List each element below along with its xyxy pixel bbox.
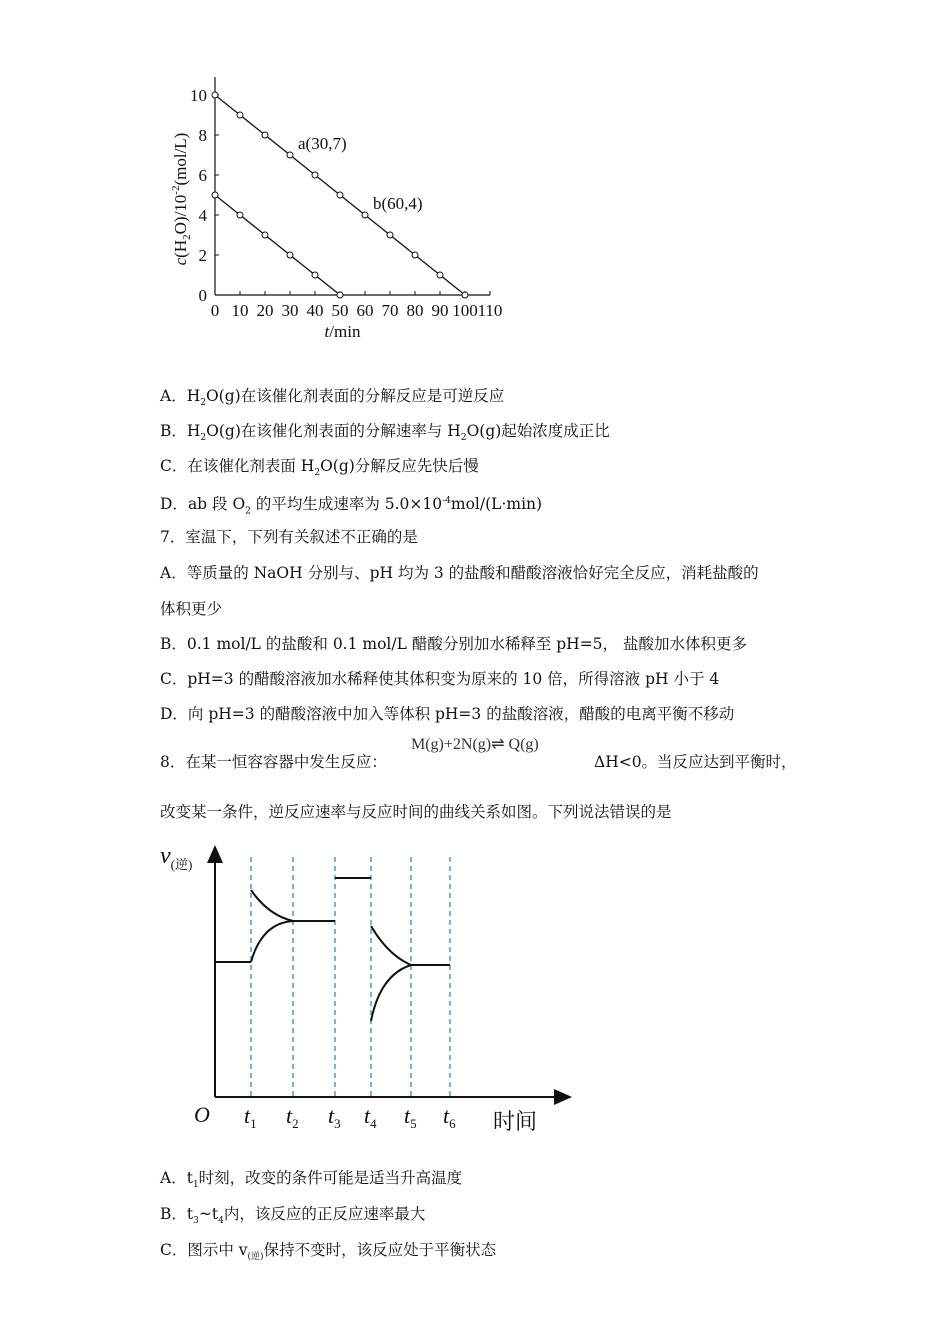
chart1-point: [362, 212, 368, 218]
chart1-point: [262, 132, 268, 138]
chart1-point: [312, 272, 318, 278]
chart1-x-tick-label: 80: [406, 301, 424, 320]
rate-chart-time-label: $t_6$: [443, 1103, 456, 1131]
chart1-y-tick-label: 6: [198, 166, 207, 185]
chart1-x-tick-label: 90: [431, 301, 449, 320]
chart1-y-tick-label: 2: [198, 246, 207, 265]
chart1-y-tick-label: 8: [198, 126, 207, 145]
q7-option-a: A．等质量的 NaOH 分别与、pH 均为 3 的盐酸和醋酸溶液恰好完全反应，消耗盐酸的: [160, 564, 759, 582]
chart1-x-tick-label: 30: [281, 301, 299, 320]
chart1-annotation: a(30,7): [298, 134, 347, 153]
rate-chart-y-label: $v_{(逆)}$: [160, 843, 193, 872]
chart1-point: [212, 92, 218, 98]
chart1-point: [287, 252, 293, 258]
q6-option-a: A．$H_2O(g)$在该催化剂表面的分解反应是可逆反应: [160, 387, 505, 409]
chart1-point: [237, 212, 243, 218]
rate-chart-time-label: $t_5$: [404, 1103, 417, 1131]
chart1-y-tick-label: 10: [190, 86, 207, 105]
rate-chart-curves: [215, 878, 450, 1021]
rate-chart-time-label: $t_3$: [328, 1103, 341, 1131]
q8-option-c: C．图示中 $v_{(逆)}$保持不变时，该反应处于平衡状态: [160, 1241, 497, 1263]
q6-option-c: C．在该催化剂表面 $H_2O(g)$分解反应先快后慢: [160, 457, 479, 479]
chart1-y-label: $c(H_2O)/10^{-2}(mol/L)$: [170, 132, 193, 266]
chart1-point: [462, 292, 468, 298]
q8-stem-2: 改变某一条件，逆反应速率与反应时间的曲线关系如图。下列说法错误的是: [160, 803, 672, 821]
q7-stem: 7．室温下，下列有关叙述不正确的是: [160, 528, 418, 546]
rate-chart-time-labels: [244, 1103, 456, 1131]
rate-curve-fall: [251, 890, 293, 921]
chart1-point: [312, 172, 318, 178]
chart1-point: [212, 192, 218, 198]
q7-option-a-cont: 体积更少: [160, 600, 223, 618]
chart1-y-tick-label: 0: [198, 286, 207, 305]
chart1-x-tick-label: 50: [331, 301, 349, 320]
q6-option-d: D．ab 段 $O_2$ 的平均生成速率为 $5.0\times 10^{-4}mol/(L\cdot\min)$: [160, 495, 543, 517]
chart1-series-line-lower: [215, 195, 340, 295]
rate-chart-time-label: $t_4$: [364, 1103, 377, 1131]
chart1-point: [412, 252, 418, 258]
chart1-x-tick-label: 20: [256, 301, 274, 320]
chart1-x-tick-label: 70: [381, 301, 399, 320]
rate-curve-recover: [371, 965, 411, 1021]
chart1-x-tick-label: 10: [231, 301, 249, 320]
chart1-x-tick-label: 100: [452, 301, 478, 320]
concentration-chart: [160, 60, 530, 360]
chart1-series: [212, 92, 468, 298]
chart1-x-tick-label: 110: [477, 301, 503, 320]
q7-option-d: D．向 pH=3 的醋酸溶液中加入等体积 pH=3 的盐酸溶液，醋酸的电离平衡不移动: [160, 705, 735, 723]
q8-stem-post: ΔH<0。当反应达到平衡时，: [594, 753, 797, 771]
q8-option-b: B．$t_3\sim t_4$内，该反应的正反应速率最大: [160, 1205, 426, 1227]
rate-chart-dashed-lines: [251, 857, 450, 1097]
rate-time-chart: [150, 835, 590, 1145]
q8-stem: 8．在某一恒容容器中发生反应：: [160, 753, 387, 771]
chart1-point: [237, 112, 243, 118]
rate-curve-rise: [251, 921, 293, 962]
rate-chart-time-label: $t_1$: [244, 1103, 257, 1131]
chart1-point: [262, 232, 268, 238]
q6-option-b: B．$H_2O(g)$在该催化剂表面的分解速率与 $H_2O(g)$起始浓度成正比: [160, 422, 610, 444]
rate-chart-origin: O: [194, 1102, 210, 1127]
chart1-point: [337, 192, 343, 198]
chart1-point: [437, 272, 443, 278]
rate-chart-x-label: 时间: [493, 1109, 538, 1134]
chart1-annotation: b(60,4): [373, 194, 423, 213]
rate-curve-decay: [371, 926, 411, 965]
q8-option-a: A．$t_1$时刻，改变的条件可能是适当升高温度: [160, 1169, 463, 1191]
rate-chart-time-label: $t_2$: [286, 1103, 299, 1131]
chart1-x-label: t/min: [324, 322, 361, 341]
chart1-point: [387, 232, 393, 238]
chart1-x-tick-label: 40: [306, 301, 324, 320]
q7-option-b: B．0.1 mol/L 的盐酸和 0.1 mol/L 醋酸分别加水稀释至 pH=5， 盐酸加水体积更多: [160, 635, 747, 653]
chart1-x-tick-label: 60: [356, 301, 374, 320]
q7-option-c: C．pH=3 的醋酸溶液加水稀释使其体积变为原来的 10 倍，所得溶液 pH 小于 4: [160, 670, 720, 688]
chart1-point: [287, 152, 293, 158]
chart1-y-tick-label: 4: [198, 206, 207, 225]
q8-equation: M(g)+2N(g)⇌ Q(g): [411, 736, 539, 753]
chart1-x-tick-label: 0: [210, 301, 220, 320]
chart1-point: [337, 292, 343, 298]
